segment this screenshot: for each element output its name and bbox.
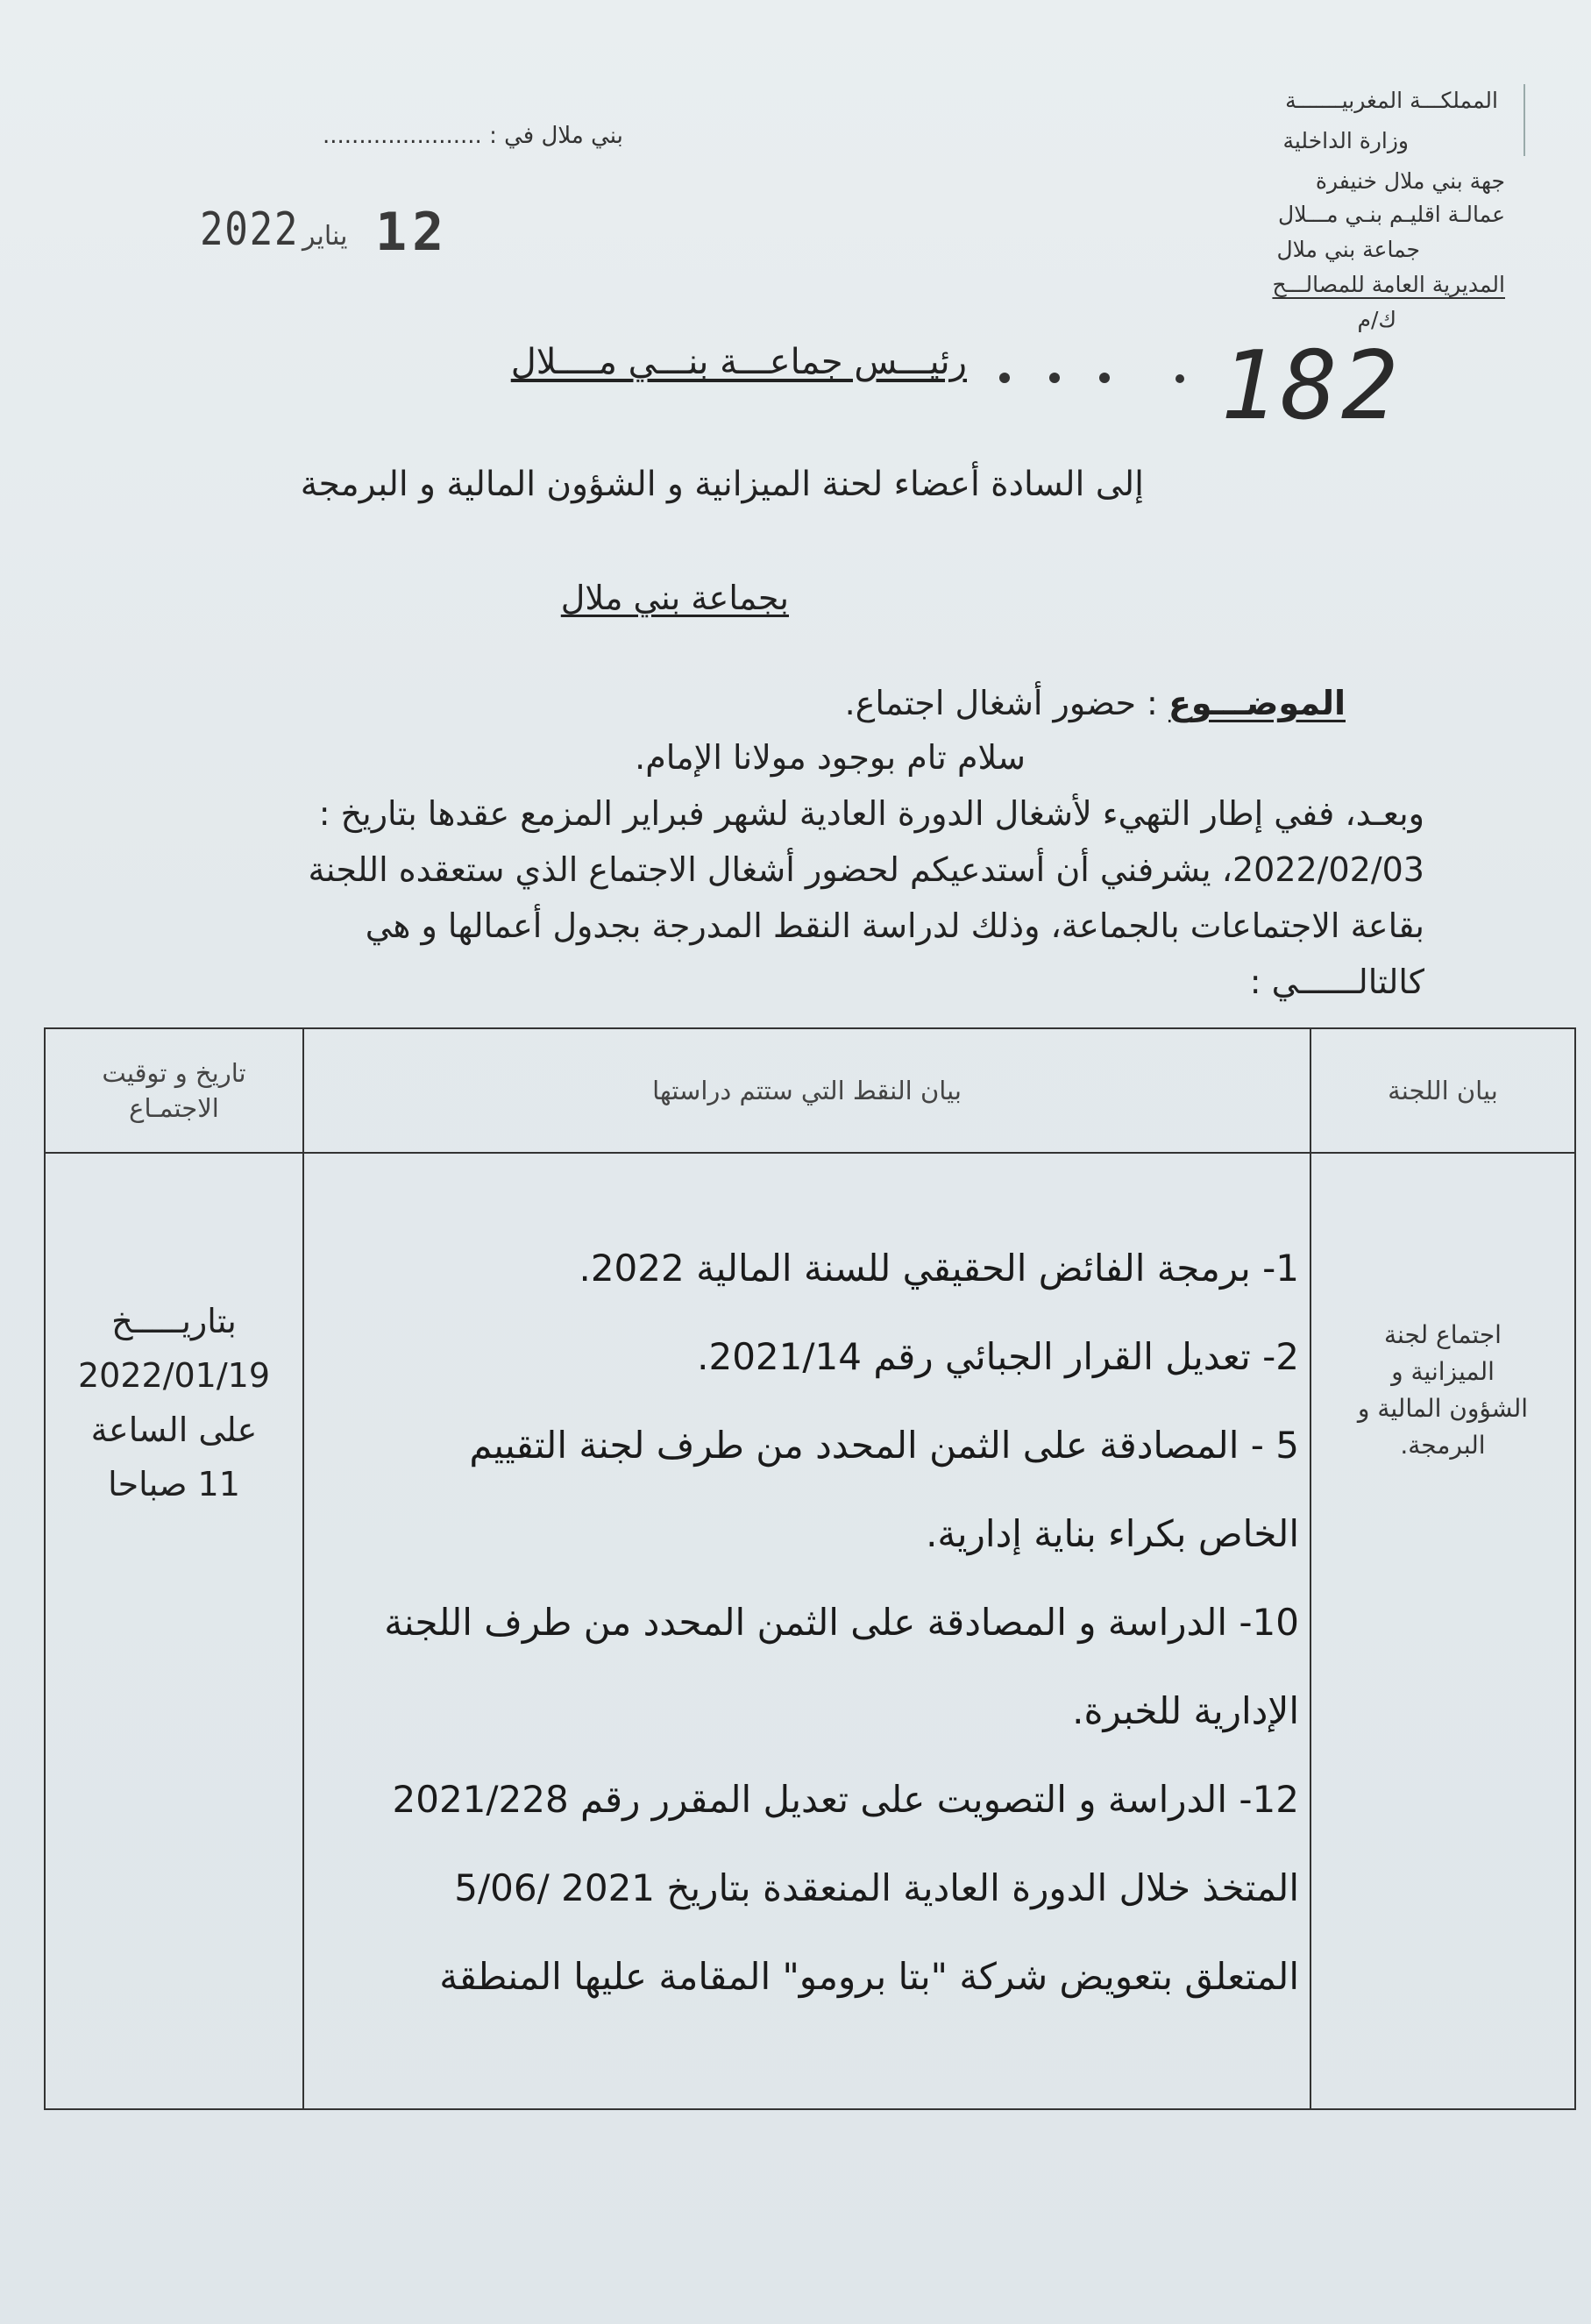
table-header-row [45, 1028, 1575, 1153]
agenda-point: الخاص بكراء بناية إدارية. [926, 1512, 1299, 1555]
agenda-point: 10- الدراسة و المصادقة على الثمن المحدد من طرف اللجنة [384, 1601, 1299, 1644]
directorate-label: المديرية العامة للمصالـــح [1272, 272, 1505, 297]
header-points: بيان النقط التي ستتم دراستها [303, 1028, 1310, 1153]
points-cell [303, 1153, 1310, 2109]
table-row [45, 1153, 1575, 2109]
dots-mark [999, 370, 1184, 387]
subject-text: : حضور أشغال اجتماع. [844, 684, 1168, 722]
date-line: 2022/01/19 [77, 1356, 271, 1395]
handwritten-number: 182 [1220, 331, 1403, 441]
agenda-point: المتخذ خلال الدورة العادية المنعقدة بتاريخ 2021 /5/06 [454, 1866, 1299, 1909]
agenda-point: 1- برمجة الفائض الحقيقي للسنة المالية 2022. [579, 1247, 1299, 1290]
reference-code: ك/م [1357, 307, 1396, 332]
agenda-point: المتعلق بتعويض شركة "بتا برومو" المقامة عليها المنطقة [439, 1955, 1299, 1998]
region-label: جهة بني ملال خنيفرة [1315, 168, 1505, 194]
printed-month: يناير [302, 221, 348, 252]
agenda-point: الإدارية للخبرة. [1072, 1689, 1299, 1732]
header-datetime [45, 1028, 303, 1153]
committee-cell [1310, 1153, 1575, 2109]
header-datetime-line-1: تاريخ و توقيت [102, 1058, 246, 1088]
committee-line: اجتماع لجنة [1384, 1320, 1502, 1349]
date-line: 11 صباحا [108, 1465, 240, 1503]
subject-label: الموضـــوع [1168, 684, 1346, 722]
kingdom-label: المملكـــة المغربيـــــــة [1285, 88, 1498, 113]
body-line-4: كالتالــــــي : [1249, 963, 1424, 1001]
committee-line: الميزانية و [1391, 1357, 1495, 1386]
body-line-3: بقاعة الاجتماعات بالجماعة، وذلك لدراسة النقط المدرجة بجدول أعمالها و هي [365, 906, 1424, 945]
agenda-point: 12- الدراسة و التصويت على تعديل المقرر رقم 2021/228 [392, 1778, 1299, 1821]
header-committee: بيان اللجنة [1310, 1028, 1575, 1153]
agenda-point: 5 - المصادقة على الثمن المحدد من طرف لجنة التقييم [469, 1424, 1299, 1467]
handwritten-day: 12 [375, 202, 450, 263]
recipient-commune: بجماعة بني ملال [560, 579, 789, 617]
body-line-2: 2022/02/03، يشرفني أن أستدعيكم لحضور أشغال الاجتماع الذي ستعقده اللجنة [308, 850, 1424, 889]
province-label: عمالـة اقليـم بنـي مـــلال [1278, 202, 1505, 227]
committee-line: البرمجة. [1400, 1431, 1486, 1460]
margin-mark [1524, 84, 1525, 156]
subject-line [845, 684, 1346, 722]
date-line: بتاريـــــخ [111, 1302, 237, 1340]
ministry-label: وزارة الداخلية [1282, 128, 1409, 153]
agenda-point: 2- تعديل القرار الجبائي رقم 2021/14. [697, 1335, 1299, 1378]
commune-label: جماعة بني ملال [1276, 237, 1420, 262]
sender-title: رئيـــس جماعـــة بنـــي مــــلال [510, 342, 967, 382]
date-line: على الساعة [90, 1411, 258, 1449]
place-date-label: بني ملال في : ...................... [323, 123, 623, 149]
recipient-line: إلى السادة أعضاء لحنة الميزانية و الشؤون المالية و البرمجة [300, 465, 1144, 504]
body-line-1: وبعـد، ففي إطار التهيء لأشغال الدورة العادية لشهر فبراير المزمع عقدها بتاريخ : [318, 794, 1424, 833]
header-datetime-line-2: الاجتمـاع [129, 1093, 219, 1123]
handwritten-year: 2022 [200, 203, 300, 256]
agenda-table [44, 1027, 1576, 2110]
date-cell [45, 1153, 303, 2109]
greeting: سلام تام بوجود مولانا الإمام. [635, 738, 1026, 777]
committee-line: الشؤون المالية و [1357, 1394, 1529, 1423]
